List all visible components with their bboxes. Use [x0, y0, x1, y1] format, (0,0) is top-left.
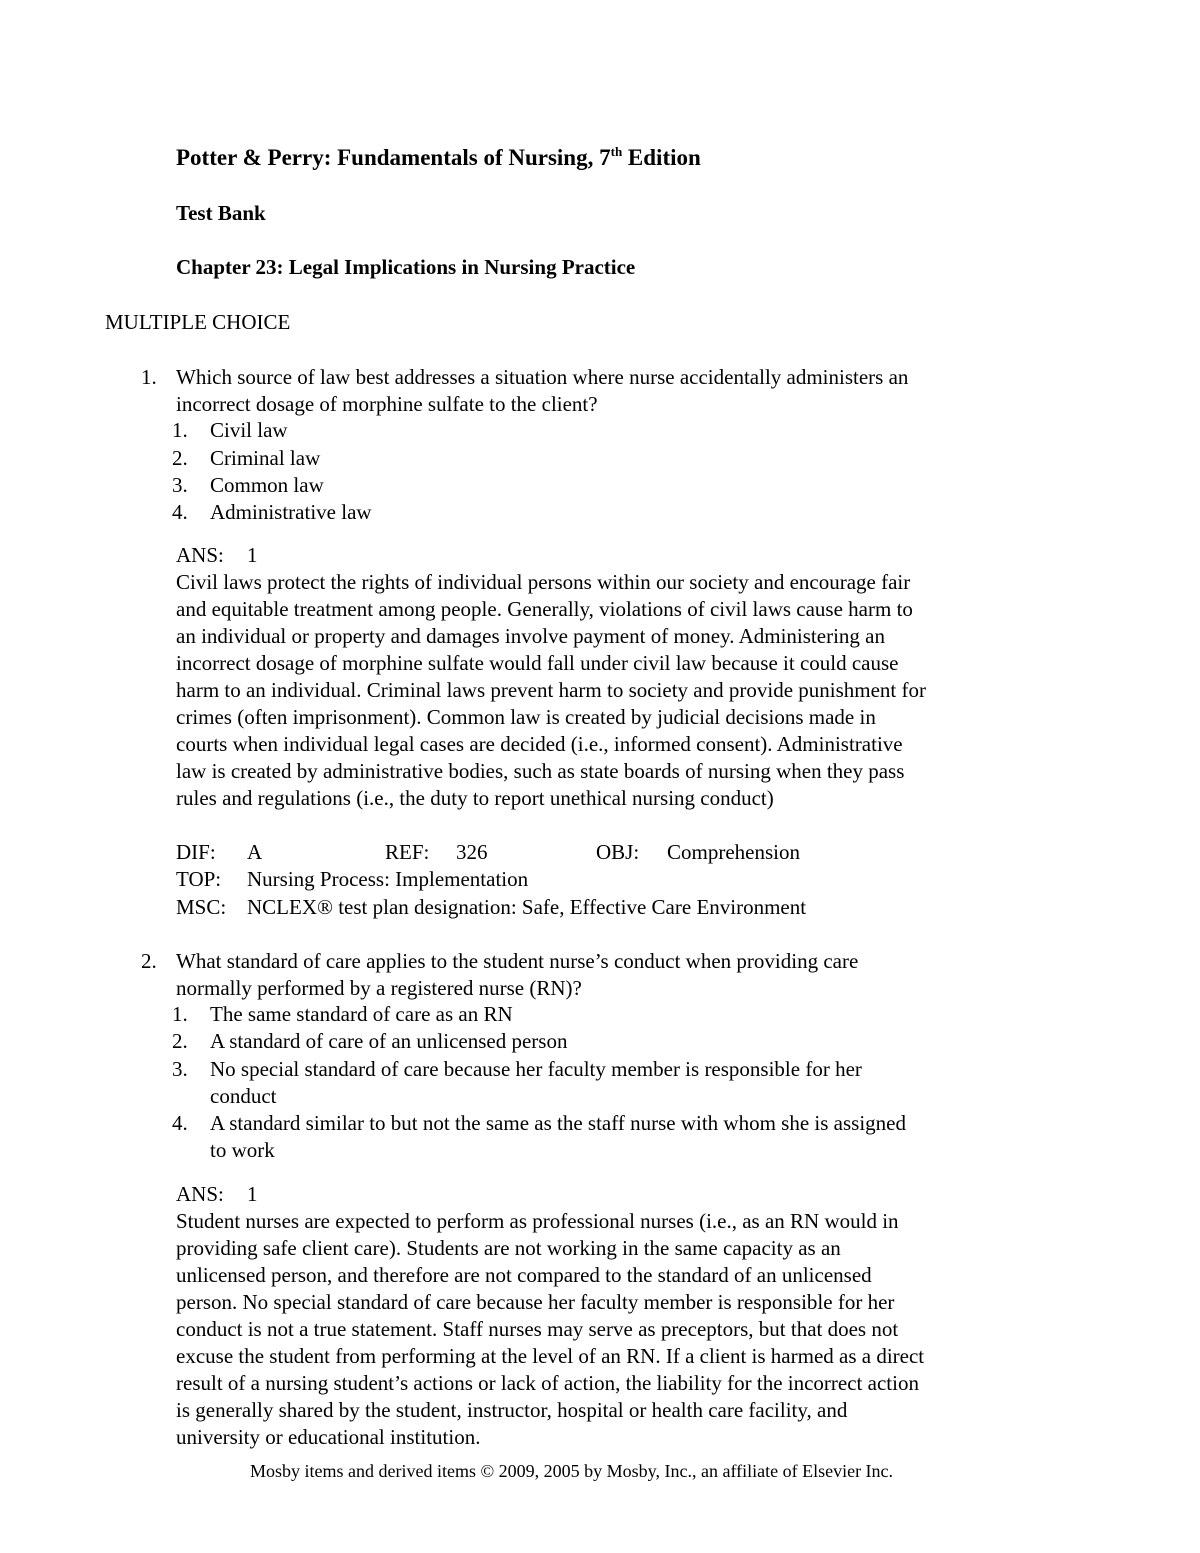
option-number: 1.	[172, 418, 188, 442]
option-text: conduct	[210, 1084, 277, 1108]
option-text: Criminal law	[210, 446, 321, 470]
rationale-line: and equitable treatment among people. Generally, violations of civil laws cause harm to	[176, 597, 913, 621]
rationale-line: courts when individual legal cases are decided (i.e., informed consent). Administrative	[176, 732, 903, 756]
rationale-line: an individual or property and damages involve payment of money. Administering an	[176, 624, 885, 648]
answer-value: 1	[247, 543, 258, 567]
rationale-line: Student nurses are expected to perform as professional nurses (i.e., as an RN would in	[176, 1209, 899, 1233]
option-number: 2.	[172, 446, 188, 470]
dif-value: A	[247, 840, 263, 864]
option-text: A standard similar to but not the same as the staff nurse with whom she is assigned	[210, 1111, 907, 1135]
option-number: 3.	[172, 473, 188, 497]
section-title: MULTIPLE CHOICE	[105, 310, 291, 334]
option-number: 2.	[172, 1029, 188, 1053]
option-number: 4.	[172, 1111, 188, 1135]
rationale-line: crimes (often imprisonment). Common law is created by judicial decisions made in	[176, 705, 876, 729]
ref-label: REF:	[385, 840, 430, 864]
rationale-line: Civil laws protect the rights of individual persons within our society and encourage fair	[176, 570, 911, 594]
answer-label: ANS:	[176, 543, 224, 567]
msc-value: NCLEX® test plan designation: Safe, Effective Care Environment	[247, 895, 807, 919]
rationale-line: rules and regulations (i.e., the duty to report unethical nursing conduct)	[176, 786, 774, 810]
question-stem-line: Which source of law best addresses a situation where nurse accidentally administers an	[176, 365, 909, 389]
rationale-line: unlicensed person, and therefore are not compared to the standard of an unlicensed	[176, 1263, 872, 1287]
question-stem-line: incorrect dosage of morphine sulfate to the client?	[176, 392, 598, 416]
rationale-line: law is created by administrative bodies, such as state boards of nursing when they pass	[176, 759, 905, 783]
option-text: A standard of care of an unlicensed person	[210, 1029, 568, 1053]
msc-label: MSC:	[176, 895, 227, 919]
option-number: 1.	[172, 1002, 188, 1026]
option-text: Common law	[210, 473, 324, 497]
rationale-line: providing safe client care). Students are not working in the same capacity as an	[176, 1236, 841, 1260]
option-text: No special standard of care because her faculty member is responsible for her	[210, 1057, 862, 1081]
subtitle: Test Bank	[176, 201, 266, 225]
top-value: Nursing Process: Implementation	[247, 867, 529, 891]
dif-label: DIF:	[176, 840, 216, 864]
question-stem-line: What standard of care applies to the student nurse’s conduct when providing care	[176, 949, 859, 973]
rationale-line: is generally shared by the student, instructor, hospital or health care facility, and	[176, 1398, 848, 1422]
option-text: Administrative law	[210, 500, 372, 524]
rationale-line: incorrect dosage of morphine sulfate would fall under civil law because it could cause	[176, 651, 899, 675]
rationale-line: university or educational institution.	[176, 1425, 481, 1449]
rationale-line: conduct is not a true statement. Staff nurses may serve as preceptors, but that does not	[176, 1317, 899, 1341]
book-title: Potter & Perry: Fundamentals of Nursing, 7th Edition	[176, 144, 701, 170]
answer-value: 1	[247, 1182, 258, 1206]
option-text: The same standard of care as an RN	[210, 1002, 513, 1026]
answer-label: ANS:	[176, 1182, 224, 1206]
rationale-line: person. No special standard of care because her faculty member is responsible for her	[176, 1290, 895, 1314]
option-text: Civil law	[210, 418, 288, 442]
question-stem-line: normally performed by a registered nurse (RN)?	[176, 976, 582, 1000]
copyright-footer: Mosby items and derived items © 2009, 2005 by Mosby, Inc., an affiliate of Elsevier Inc.	[250, 1461, 894, 1481]
obj-value: Comprehension	[667, 840, 800, 864]
option-number: 3.	[172, 1057, 188, 1081]
ref-value: 326	[456, 840, 488, 864]
chapter-title: Chapter 23: Legal Implications in Nursing Practice	[176, 255, 636, 279]
rationale-line: harm to an individual. Criminal laws prevent harm to society and provide punishment for	[176, 678, 927, 702]
option-text: to work	[210, 1138, 275, 1162]
obj-label: OBJ:	[596, 840, 640, 864]
option-number: 4.	[172, 500, 188, 524]
question-number: 2.	[141, 949, 157, 973]
rationale-line: result of a nursing student’s actions or lack of action, the liability for the incorrect action	[176, 1371, 919, 1395]
question-number: 1.	[141, 365, 157, 389]
top-label: TOP:	[176, 867, 222, 891]
rationale-line: excuse the student from performing at the level of an RN. If a client is harmed as a direct	[176, 1344, 925, 1368]
